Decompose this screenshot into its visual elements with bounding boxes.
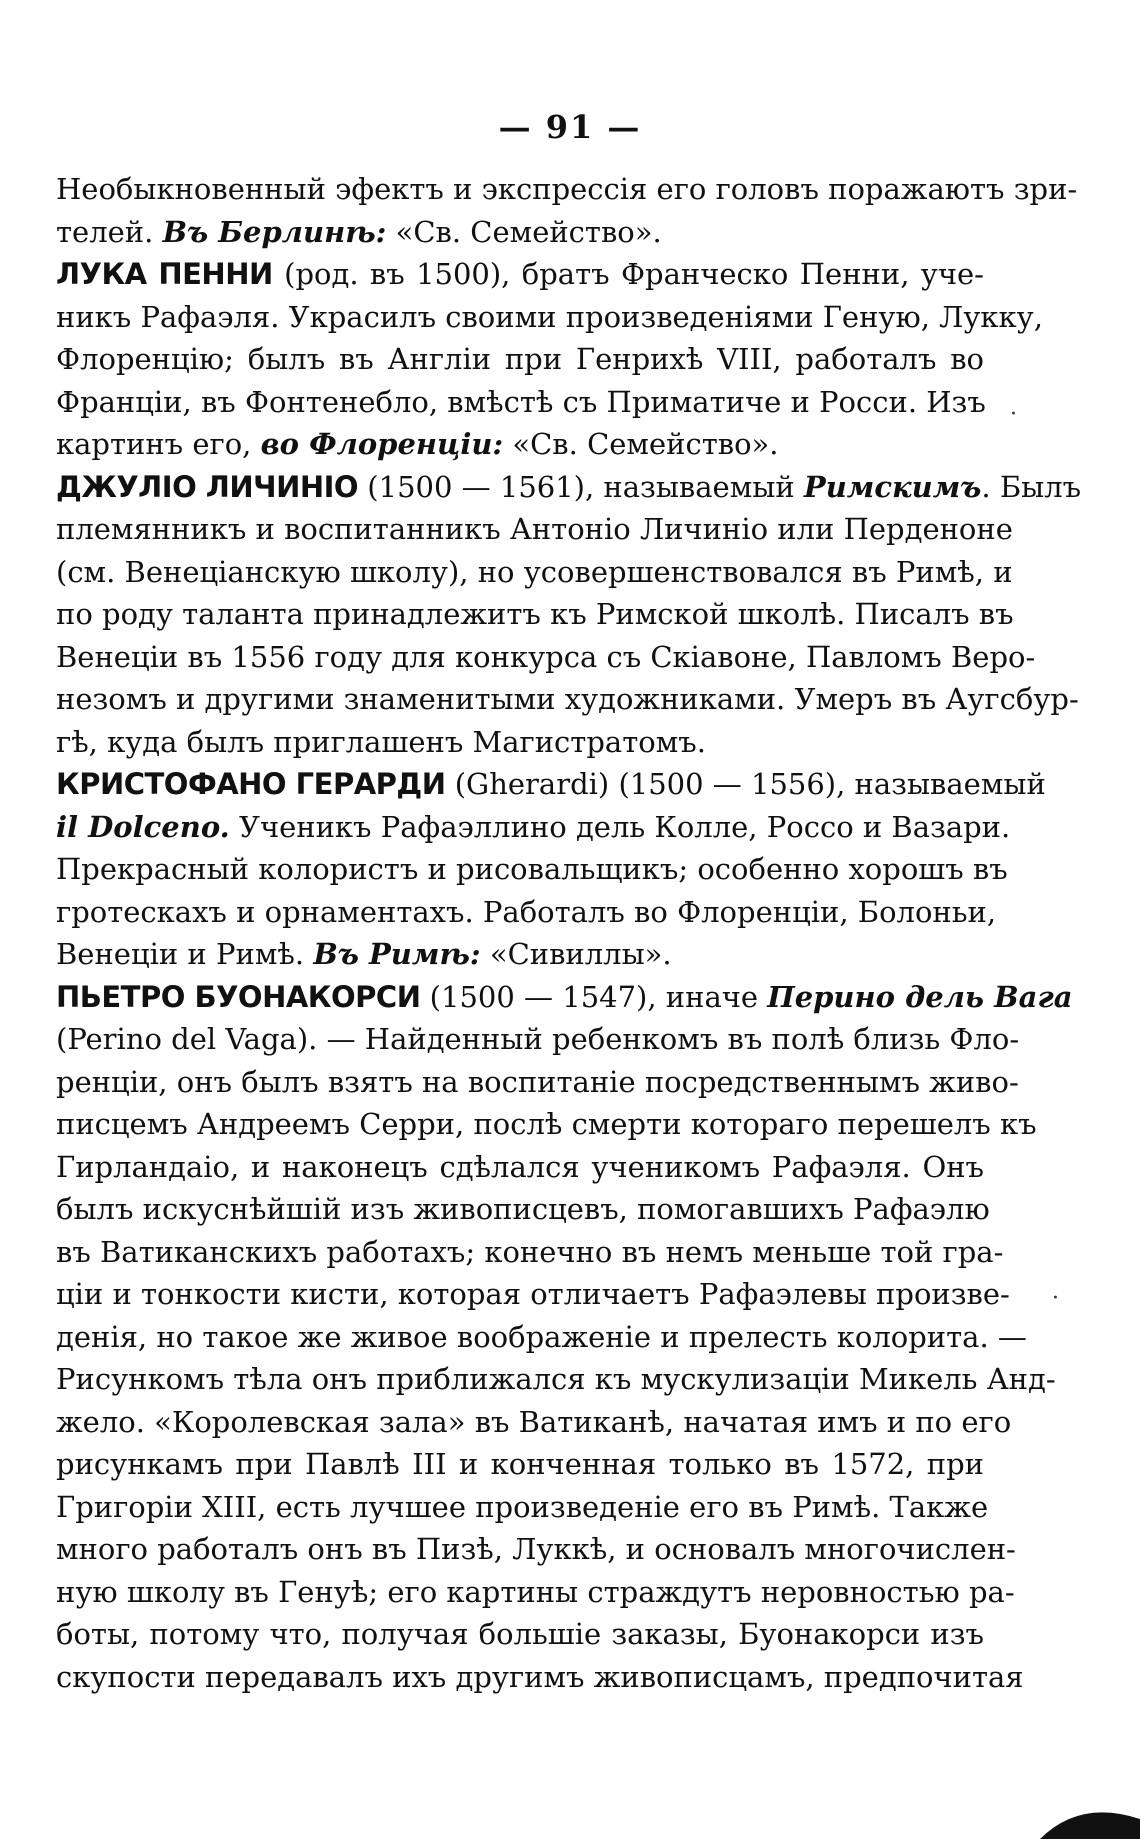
text-segment: «Св. Семейство».: [386, 214, 662, 249]
italic-text: il Dolceno.: [56, 809, 230, 844]
text-line: [56, 933, 984, 976]
italic-text: Римскимъ: [803, 469, 982, 504]
corner-smudge: [1030, 1799, 1140, 1839]
text-segment: ренціи, онъ былъ взятъ на воспитаніе посредственнымъ живо-: [56, 1064, 1019, 1099]
text-line: [56, 593, 1014, 636]
text-segment: былъ искуснѣйшій изъ живописцевъ, помогавшихъ Рафаэлю: [56, 1192, 990, 1226]
text-line: [56, 678, 1079, 721]
text-segment: (род. въ 1500), братъ Франческо Пенни, уче-: [272, 257, 984, 291]
text-line: [56, 721, 984, 764]
text-line: [56, 1571, 1015, 1614]
text-segment: въ Ватиканскихъ работахъ; конечно въ немъ меньше той гра-: [56, 1234, 1004, 1269]
text-segment: жело. «Королевская зала» въ Ватиканѣ, начатая имъ и по его: [56, 1404, 1012, 1439]
text-segment: по роду таланта принадлежитъ къ Римской школѣ. Писалъ въ: [56, 597, 1014, 631]
text-segment: гѣ, куда былъ приглашенъ Магистратомъ.: [56, 724, 706, 759]
text-segment: Флоренцію; былъ въ Англіи при Генрихѣ VIII, работалъ во: [56, 342, 984, 376]
text-segment: телей.: [56, 214, 163, 249]
text-segment: (1500 — 1547), иначе: [420, 979, 768, 1014]
artist-name: ПЬЕТРО БУОНАКОРСИ: [56, 979, 421, 1014]
body-text: [56, 168, 1082, 1698]
text-line: [56, 1401, 1012, 1444]
text-line: [56, 976, 1073, 1019]
text-segment: Григоріи XIII, есть лучшее произведеніе его въ Римѣ. Также: [56, 1489, 989, 1524]
text-segment: ціи и тонкости кисти, которая отличаетъ Рафаэлевы произве-: [56, 1277, 1010, 1311]
text-line: [56, 253, 984, 296]
text-line: [56, 1443, 984, 1486]
text-line: [56, 1188, 990, 1231]
margin-speck: ·: [1010, 402, 1017, 427]
italic-text: Въ Берлинѣ:: [162, 214, 387, 249]
text-segment: . Былъ: [981, 469, 1082, 504]
text-line: [56, 806, 1011, 849]
text-segment: скупости передавалъ ихъ другимъ живописцамъ, предпочитая: [56, 1659, 1024, 1694]
text-line: [56, 1103, 1037, 1146]
text-line: [56, 763, 1046, 806]
text-line: [56, 1061, 1019, 1104]
text-line: [56, 1231, 1004, 1274]
page-number: — 91 —: [498, 108, 642, 146]
text-line: [56, 1613, 984, 1656]
text-line: [56, 1316, 1027, 1359]
artist-name: ЛУКА ПЕННИ: [56, 257, 273, 291]
text-line: [56, 848, 1008, 891]
text-segment: никъ Рафаэля. Украсилъ своими произведеніями Геную, Лукку,: [56, 299, 1043, 334]
text-line: [56, 551, 1013, 594]
italic-text: Перино дель Вага: [767, 979, 1073, 1014]
text-segment: незомъ и другими знаменитыми художниками. Умеръ въ Аугсбур-: [56, 682, 1079, 716]
text-line: [56, 1358, 1056, 1401]
text-segment: «Сивиллы».: [480, 937, 672, 971]
text-segment: Гирландаіо, и наконецъ сдѣлался ученикомъ Рафаэля. Онъ: [56, 1149, 984, 1184]
text-segment: Рисункомъ тѣла онъ приближался къ мускулизаціи Микель Анд-: [56, 1362, 1056, 1396]
text-line: [56, 381, 984, 424]
text-segment: писцемъ Андреемъ Серри, послѣ смерти котораго перешелъ къ: [56, 1107, 1037, 1141]
text-line: [56, 1656, 1024, 1699]
artist-name: ДЖУЛІО ЛИЧИНІО: [56, 469, 359, 504]
text-segment: «Св. Семейство».: [503, 427, 779, 461]
artist-name: КРИСТОФАНО ГЕРАРДИ: [56, 767, 446, 801]
text-line: [56, 1273, 1010, 1316]
text-segment: Необыкновенный эфектъ и экспрессія его головъ поражаютъ зри-: [56, 172, 1078, 206]
text-segment: боты, потому что, получая большіе заказы, Буонакорси изъ: [56, 1617, 984, 1651]
text-line: [56, 168, 1078, 211]
text-line: [56, 466, 1082, 509]
text-segment: гротескахъ и орнаментахъ. Работалъ во Флоренціи, Болоньи,: [56, 894, 997, 929]
text-segment: много работалъ онъ въ Пизѣ, Луккѣ, и основалъ многочислен-: [56, 1532, 1016, 1566]
text-line: [56, 891, 997, 934]
text-segment: Прекрасный колористъ и рисовальщикъ; особенно хорошъ въ: [56, 852, 1008, 886]
text-segment: ную школу въ Генуѣ; его картины страждутъ неровностью ра-: [56, 1574, 1015, 1609]
margin-speck: ·: [1052, 1286, 1059, 1311]
text-segment: (Gherardi) (1500 — 1556), называемый: [445, 767, 1046, 801]
text-line: [56, 338, 984, 381]
text-line: [56, 423, 984, 466]
text-line: [56, 1018, 1020, 1061]
italic-text: во Флоренціи:: [260, 427, 504, 461]
text-line: [56, 1486, 989, 1529]
text-segment: Венеціи въ 1556 году для конкурса съ Скіавоне, Павломъ Веро-: [56, 639, 1036, 674]
text-segment: (см. Венеціанскую школу), но усовершенствовался въ Римѣ, и: [56, 554, 1013, 589]
text-line: [56, 1528, 1016, 1571]
text-line: [56, 296, 1043, 339]
text-line: [56, 211, 984, 254]
text-segment: денія, но такое же живое воображеніе и прелесть колорита. —: [56, 1319, 1027, 1354]
italic-text: Въ Римѣ:: [313, 937, 481, 971]
text-segment: рисункамъ при Павлѣ III и конченная только въ 1572, при: [56, 1447, 984, 1481]
text-line: [56, 636, 1036, 679]
text-segment: картинъ его,: [56, 427, 261, 461]
text-segment: (Perino del Vaga). — Найденный ребенкомъ въ полѣ близь Фло-: [56, 1022, 1020, 1056]
text-segment: (1500 — 1561), называемый: [358, 469, 804, 504]
text-line: [56, 508, 1013, 551]
text-segment: Ученикъ Рафаэллино дель Колле, Россо и Вазари.: [229, 809, 1011, 844]
text-segment: Венеціи и Римѣ.: [56, 937, 314, 971]
text-line: [56, 1146, 984, 1189]
text-segment: племянникъ и воспитанникъ Антоніо Личиніо или Перденоне: [56, 512, 1013, 546]
text-segment: Франціи, въ Фонтенебло, вмѣстѣ съ Приматиче и Росси. Изъ: [56, 384, 986, 419]
